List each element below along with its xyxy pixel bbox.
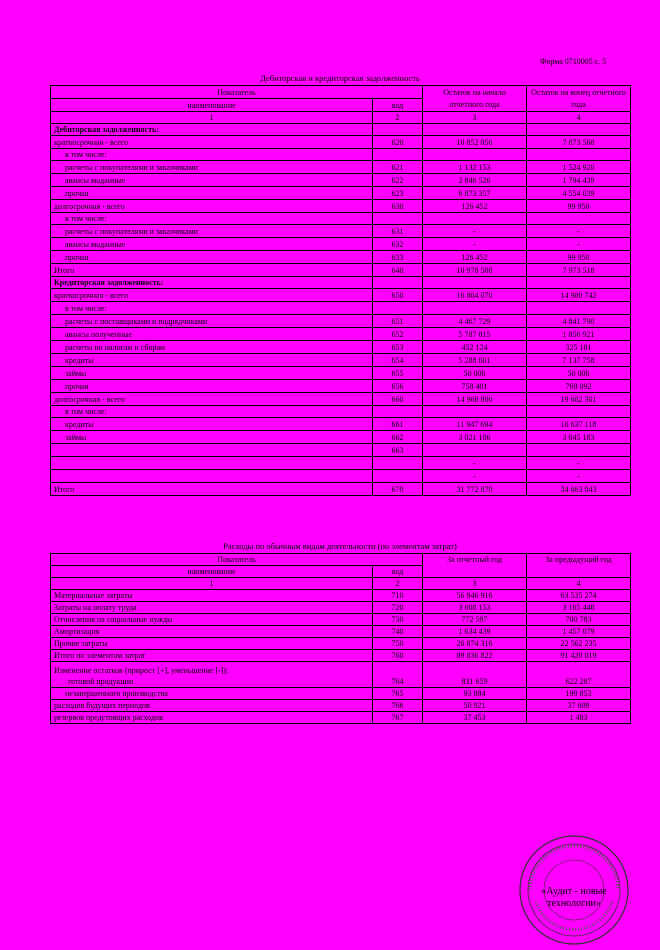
row-name: краткосрочная - всего [51, 136, 373, 149]
row-name-line-1: Изменение остатков (прирост [+], уменьшение [-]): [54, 666, 229, 675]
row-begin-value: 1 132 153 [423, 161, 527, 174]
row-code: 633 [373, 251, 423, 264]
row-previous-value: 199 853 [527, 688, 631, 700]
row-name: расчеты с поставщиками и подрядчиками [51, 315, 373, 328]
row-code: 764 [373, 662, 423, 688]
row-name: расходов будущих периодов [51, 700, 373, 712]
table-row [51, 149, 631, 161]
audit-stamp-seal [516, 832, 632, 948]
row-begin-value: 126 452 [423, 200, 527, 213]
row-code [373, 149, 423, 161]
header-indicator: Показатель [51, 554, 423, 566]
row-previous-value: 3 165 448 [527, 602, 631, 614]
header-num-4: 4 [527, 112, 631, 124]
row-end-value: 7 137 758 [527, 354, 631, 367]
row-name: займы [51, 431, 373, 444]
table-row [51, 418, 631, 431]
row-name: Итого [51, 264, 373, 277]
row-name [51, 444, 373, 457]
row-name: Кредиторская задолженность: [51, 277, 373, 289]
row-begin-value: 11 947 694 [423, 418, 527, 431]
table-row [51, 187, 631, 200]
table-row [51, 712, 631, 724]
row-code: 720 [373, 602, 423, 614]
header-num-1: 1 [51, 112, 373, 124]
table-row [51, 213, 631, 225]
row-end-value: 3 045 183 [527, 431, 631, 444]
row-code [373, 406, 423, 418]
row-current-value: 56 946 916 [423, 590, 527, 602]
row-code: 653 [373, 341, 423, 354]
table-row [51, 328, 631, 341]
row-code: 623 [373, 187, 423, 200]
row-end-value [527, 213, 631, 225]
row-current-value: 772 597 [423, 614, 527, 626]
row-code: 622 [373, 174, 423, 187]
svg-text:«Аудит - новые: «Аудит - новые [541, 886, 607, 897]
row-begin-value: - [423, 238, 527, 251]
row-begin-value: 758 401 [423, 380, 527, 393]
row-end-value [527, 149, 631, 161]
table-row [51, 367, 631, 380]
row-begin-value: 2 846 526 [423, 174, 527, 187]
header-code: код [373, 566, 423, 578]
header-previous: За предыдущий год [527, 554, 631, 578]
row-name-line-2: готовой продукции [68, 677, 134, 686]
row-end-value: 14 980 742 [527, 289, 631, 302]
table-row [51, 638, 631, 650]
row-code: 660 [373, 393, 423, 406]
header-end: Остаток на конец отчетного года [527, 86, 631, 112]
row-begin-value: 5 288 001 [423, 354, 527, 367]
table-row [51, 626, 631, 638]
row-previous-value: 1 483 [527, 712, 631, 724]
row-name [51, 457, 373, 470]
row-name: Итого по элементам затрат [51, 650, 373, 662]
row-end-value: 4 554 039 [527, 187, 631, 200]
row-end-value: 16 637 118 [527, 418, 631, 431]
row-previous-value: 622 287 [527, 662, 631, 688]
receivables-payables-table [50, 85, 631, 496]
row-begin-value: - [423, 225, 527, 238]
table-row [51, 174, 631, 187]
row-code [373, 213, 423, 225]
table-row [51, 406, 631, 418]
row-name: кредиты [51, 354, 373, 367]
row-code: 750 [373, 638, 423, 650]
row-begin-value: 452 124 [423, 341, 527, 354]
header-name: наименование [51, 566, 373, 578]
row-current-value: 37 453 [423, 712, 527, 724]
row-begin-value: - [423, 470, 527, 483]
row-name: кредиты [51, 418, 373, 431]
row-name: прочая [51, 187, 373, 200]
row-end-value: - [527, 457, 631, 470]
table-row [51, 161, 631, 174]
row-code: 670 [373, 483, 423, 496]
row-previous-value: 700 783 [527, 614, 631, 626]
table-row [51, 289, 631, 302]
row-begin-value [423, 277, 527, 289]
row-name: Амортизация [51, 626, 373, 638]
row-current-value: 26 874 316 [423, 638, 527, 650]
expenses-table [50, 553, 631, 724]
table-row [51, 251, 631, 264]
table-row [51, 124, 631, 136]
row-end-value [527, 124, 631, 136]
row-begin-value: 31 772 870 [423, 483, 527, 496]
row-name: авансы выданные [51, 174, 373, 187]
row-begin-value: 10 978 508 [423, 264, 527, 277]
row-name: расчеты по налогам и сборам [51, 341, 373, 354]
row-end-value: 7 973 518 [527, 264, 631, 277]
header-num-3: 3 [423, 112, 527, 124]
svg-text:технологии»: технологии» [547, 898, 601, 909]
row-end-value: 1 794 439 [527, 174, 631, 187]
form-number-label: Форма 0710005 с. 5 [540, 57, 607, 66]
header-current: За отчетный год [423, 554, 527, 578]
table-row [51, 393, 631, 406]
table-row [51, 470, 631, 483]
header-num-3: 3 [423, 578, 527, 590]
row-name: в том числе: [51, 302, 373, 315]
row-end-value [527, 302, 631, 315]
table-row [51, 277, 631, 289]
row-name: Прочие затраты [51, 638, 373, 650]
header-code: код [373, 99, 423, 112]
header-num-2: 2 [373, 112, 423, 124]
table-row [51, 590, 631, 602]
row-end-value [527, 444, 631, 457]
row-begin-value [423, 149, 527, 161]
row-name: в том числе: [51, 406, 373, 418]
header-indicator: Показатель [51, 86, 423, 99]
table-row [51, 614, 631, 626]
row-end-value: 1 524 920 [527, 161, 631, 174]
row-code: 651 [373, 315, 423, 328]
row-end-value: 769 092 [527, 380, 631, 393]
row-name: Итого [51, 483, 373, 496]
header-name: наименование [51, 99, 373, 112]
row-end-value: 4 841 790 [527, 315, 631, 328]
row-code: 767 [373, 712, 423, 724]
row-code: 640 [373, 264, 423, 277]
row-end-value: 325 181 [527, 341, 631, 354]
row-begin-value: 3 021 106 [423, 431, 527, 444]
row-current-value: 93 884 [423, 688, 527, 700]
table-row [51, 341, 631, 354]
row-code: 631 [373, 225, 423, 238]
row-name: Материальные затраты [51, 590, 373, 602]
row-name: краткосрочная - всего [51, 289, 373, 302]
row-code: 656 [373, 380, 423, 393]
row-current-value: 1 634 439 [423, 626, 527, 638]
row-end-value: 99 950 [527, 251, 631, 264]
table-row [51, 483, 631, 496]
row-code: 661 [373, 418, 423, 431]
row-begin-value: 16 804 070 [423, 289, 527, 302]
row-code [373, 302, 423, 315]
row-begin-value: 4 467 729 [423, 315, 527, 328]
row-begin-value: 10 852 056 [423, 136, 527, 149]
row-code: 730 [373, 614, 423, 626]
table-row [51, 302, 631, 315]
row-name: авансы полученные [51, 328, 373, 341]
row-current-value: 89 836 822 [423, 650, 527, 662]
row-code: 620 [373, 136, 423, 149]
row-code: 652 [373, 328, 423, 341]
row-name: долгосрочная - всего [51, 393, 373, 406]
row-name: расчеты с покупателями и заказчиками [51, 161, 373, 174]
row-name: незавершенного производства [51, 688, 373, 700]
table-row [51, 200, 631, 213]
row-previous-value: 22 562 235 [527, 638, 631, 650]
row-begin-value: 126 452 [423, 251, 527, 264]
row-begin-value [423, 213, 527, 225]
row-end-value: - [527, 238, 631, 251]
row-name: в том числе: [51, 149, 373, 161]
row-end-value [527, 277, 631, 289]
row-code: 654 [373, 354, 423, 367]
row-begin-value: 6 873 357 [423, 187, 527, 200]
row-name: долгосрочная - всего [51, 200, 373, 213]
row-name [51, 662, 373, 688]
row-code: 766 [373, 700, 423, 712]
row-code: 621 [373, 161, 423, 174]
row-begin-value: 14 968 800 [423, 393, 527, 406]
row-code: 655 [373, 367, 423, 380]
row-name: в том числе: [51, 213, 373, 225]
row-begin-value: 50 000 [423, 367, 527, 380]
row-current-value: 831 659 [423, 662, 527, 688]
table-row [51, 650, 631, 662]
row-code [373, 470, 423, 483]
row-name: резервов предстоящих расходов [51, 712, 373, 724]
row-begin-value [423, 124, 527, 136]
table-row [51, 354, 631, 367]
header-num-2: 2 [373, 578, 423, 590]
table-row [51, 457, 631, 470]
row-name: займы [51, 367, 373, 380]
row-name: Дебиторская задолженность: [51, 124, 373, 136]
row-end-value: 34 663 043 [527, 483, 631, 496]
row-end-value: - [527, 225, 631, 238]
row-name: прочая [51, 251, 373, 264]
row-name: Затраты на оплату труда [51, 602, 373, 614]
table-row [51, 662, 631, 688]
row-begin-value: - [423, 457, 527, 470]
row-code: 630 [373, 200, 423, 213]
row-end-value: 99 950 [527, 200, 631, 213]
table-row [51, 238, 631, 251]
row-previous-value: 1 457 079 [527, 626, 631, 638]
row-code [373, 457, 423, 470]
row-begin-value [423, 406, 527, 418]
row-end-value: 50 000 [527, 367, 631, 380]
row-name: прочая [51, 380, 373, 393]
row-end-value: 7 873 568 [527, 136, 631, 149]
row-code: 760 [373, 650, 423, 662]
expenses-title: Расходы по обычным видам деятельности (по элементам затрат) [223, 541, 457, 551]
header-num-4: 4 [527, 578, 631, 590]
row-end-value: 19 682 301 [527, 393, 631, 406]
row-code: 663 [373, 444, 423, 457]
table-row [51, 380, 631, 393]
row-code: 662 [373, 431, 423, 444]
row-begin-value: 5 787 815 [423, 328, 527, 341]
table-row [51, 136, 631, 149]
table-row [51, 602, 631, 614]
row-previous-value: 63 535 274 [527, 590, 631, 602]
row-end-value [527, 406, 631, 418]
row-code [373, 124, 423, 136]
row-begin-value [423, 444, 527, 457]
row-previous-value: 37 609 [527, 700, 631, 712]
row-begin-value [423, 302, 527, 315]
row-end-value: 1 856 921 [527, 328, 631, 341]
row-name [51, 470, 373, 483]
row-code [373, 277, 423, 289]
table-row [51, 700, 631, 712]
header-begin: Остаток на начало отчетного года [423, 86, 527, 112]
row-code: 650 [373, 289, 423, 302]
row-name: расчеты с покупателями и заказчиками [51, 225, 373, 238]
row-code: 765 [373, 688, 423, 700]
table-row [51, 431, 631, 444]
table-row [51, 444, 631, 457]
table-row [51, 315, 631, 328]
row-name: Отчисления на социальные нужды [51, 614, 373, 626]
header-num-1: 1 [51, 578, 373, 590]
row-end-value: - [527, 470, 631, 483]
row-code: 740 [373, 626, 423, 638]
table-row [51, 264, 631, 277]
row-previous-value: 91 420 819 [527, 650, 631, 662]
table-row [51, 688, 631, 700]
row-code: 710 [373, 590, 423, 602]
row-current-value: 50 921 [423, 700, 527, 712]
row-code: 632 [373, 238, 423, 251]
table-row [51, 225, 631, 238]
row-current-value: 3 608 153 [423, 602, 527, 614]
row-name: авансы выданные [51, 238, 373, 251]
receivables-payables-title: Дебиторская и кредиторская задолженность [260, 73, 420, 83]
